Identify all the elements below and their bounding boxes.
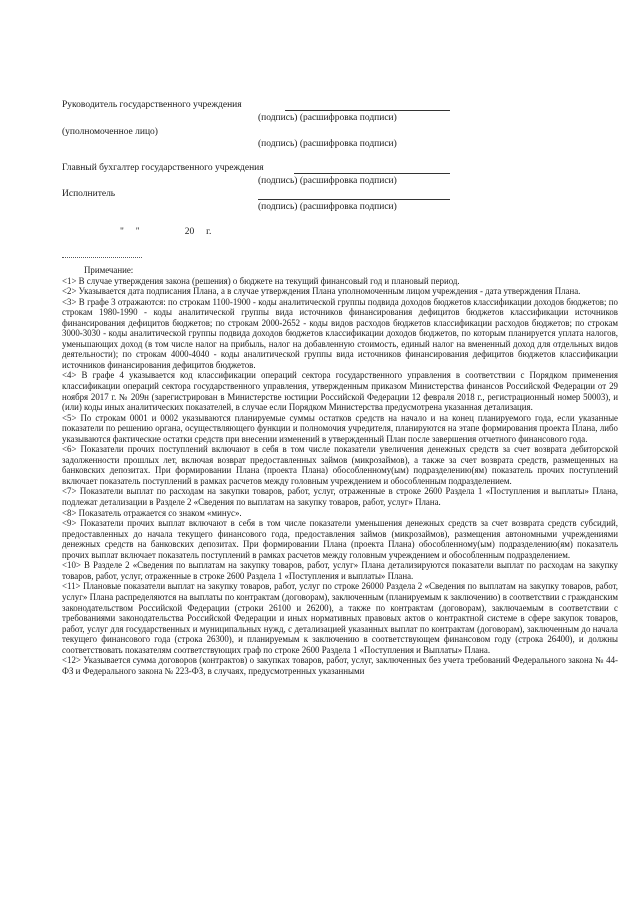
footnote-separator <box>62 257 142 258</box>
note-item: <11> Плановые показатели выплат на закупку товаров, работ, услуг по строке 26000 Раздела 2 «Сведения по выплатам на закупку товаров, работ, услуг» Плана распределяются на выплаты по контрактам (договорам), заключенным (планируемым к заключению) в соответствии с гражданским законодательством Российской Федерации (строки 26100 и 26200), а также по контрактам (договорам), заключаемым в соответствии с требованиями законодательства Российской Федерации и иных нормативных правовых актов о контрактной системе в сфере закупок товаров, работ, услуг для государственных и муниципальных нужд, с детализацией указанных выплат по контрактам (договорам), заключенным до начала текущего финансового года (строка 26300), и планируемым к заключению в соответствующем финансовом году (строка 26400), и должны соответствовать показателям соответствующих граф по строке 2600 Раздела 1 «Поступления и Выплаты» Плана. <box>62 581 618 655</box>
executor-label: Исполнитель <box>62 189 116 199</box>
note-item: <7> Показатели выплат по расходам на закупки товаров, работ, услуг, отраженные в строке 2600 Раздела 1 «Поступления и выплаты» Плана, подлежат детализации в Разделе 2 «Сведения по выплатам на закупку товаров, работ, услуг» Плана. <box>62 486 618 508</box>
note-item: <6> Показатели прочих поступлений включают в себя в том числе показатели увеличения денежных средств за счет возврата дебиторской задолженности прошлых лет, включая возврат предоставленных займов (микрозаймов), а также за счет возврата средств, размещенных на банковских депозитах. При формировании Плана (проекта Плана) обособленному(ым) подразделению(ям) показатель прочих поступлений включает показатель поступлений в рамках расчетов между головным учреждением и обособленным подразделением. <box>62 444 618 486</box>
head-signature-label: Руководитель государственного учреждения <box>62 100 242 110</box>
note-item: <9> Показатели прочих выплат включают в себя в том числе показатели уменьшения денежных средств за счет возврата средств субсидий, предоставленных до начала текущего финансового года, предоставления займов (микрозаймов), размещения автономными учреждениями денежных средств на банковских депозитах. При формировании Плана (проекта Плана) обособленному(ым) подразделению(ям) показатель прочих выплат включает показатель поступлений в рамках расчетов между головным учреждением и обособленным подразделением. <box>62 518 618 560</box>
note-item: <10> В Разделе 2 «Сведения по выплатам на закупку товаров, работ, услуг» Плана детализируются показатели выплат по расходам на закупку товаров, работ, услуг, отраженные в строке 2600 Раздела 1 «Поступления и выплаты» Плана. <box>62 560 618 581</box>
date-line: " " 20 г. <box>120 227 212 237</box>
authorized-person-label: (уполномоченное лицо) <box>62 127 158 137</box>
chief-accountant-label: Главный бухгалтер государственного учреждения <box>62 163 264 173</box>
chief-accountant-line <box>294 173 450 174</box>
head-signature-hint: (подпись) (расшифровка подписи) <box>258 113 397 123</box>
notes-heading: Примечание: <box>84 265 134 275</box>
note-item: <1> В случае утверждения закона (решения) о бюджете на текущий финансовый год и плановый период. <box>62 275 460 286</box>
authorized-signature-hint: (подпись) (расшифровка подписи) <box>258 139 397 149</box>
executor-line <box>258 199 450 200</box>
notes-block <box>62 265 618 676</box>
note-item: <4> В графе 4 указывается код классификации операций сектора государственного управления в соответствии с Порядком применения классификации операций сектора государственного управления, утвержденным приказом Министерства финансов Российской Федерации от 29 ноября 2017 г. № 209н (зарегистрирован в Министерстве юстиции Российской Федерации 12 февраля 2018 г., регистрационный номер 50003), и (или) коды иных аналитических показателей, в случае если Порядком Министерства предусмотрена указанная детализация. <box>62 370 618 413</box>
note-item: <5> По строкам 0001 и 0002 указываются планируемые суммы остатков средств на начало и на конец планируемого года, если указанные показатели по решению органа, осуществляющего функции и полномочия учредителя, планируются на этапе формирования проекта Плана, либо указываются фактические остатки средств при внесении изменений в утвержденный План после завершения отчетного финансового года. <box>62 412 618 444</box>
note-item: <3> В графе 3 отражаются: по строкам 1100-1900 - коды аналитической группы подвида доходов бюджетов классификации доходов бюджетов; по строкам 1980-1990 - коды аналитической группы вида источников финансирования дефицитов бюджетов классификации источников финансирования дефицитов бюджетов; по строкам 2000-2652 - коды видов расходов бюджетов классификации расходов бюджетов; по строкам 3000-3030 - коды аналитической группы подвида доходов бюджетов классификации доходов бюджетов, по которым планируется уплата налогов, уменьшающих доход (в том числе налог на прибыль, налог на добавленную стоимость, единый налог на вмененный доход для отдельных видов деятельности); по строкам 4000-4040 - коды аналитической группы вида источников финансирования дефицитов бюджетов классификации источников финансирования дефицитов бюджетов. <box>62 296 618 370</box>
head-signature-line <box>285 110 450 111</box>
note-item: <12> Указывается сумма договоров (контрактов) о закупках товаров, работ, услуг, заключенных без учета требований Федерального закона № 44-ФЗ и Федерального закона № 223-ФЗ, в случаях, предусмотренных указанными <box>62 655 618 676</box>
note-item: <2> Указывается дата подписания Плана, а в случае утверждения Плана уполномоченным лицом учреждения - дата утверждения Плана. <box>62 286 581 297</box>
chief-accountant-hint: (подпись) (расшифровка подписи) <box>258 176 397 186</box>
executor-hint: (подпись) (расшифровка подписи) <box>258 202 397 212</box>
note-item: <8> Показатель отражается со знаком «минус». <box>62 507 242 518</box>
